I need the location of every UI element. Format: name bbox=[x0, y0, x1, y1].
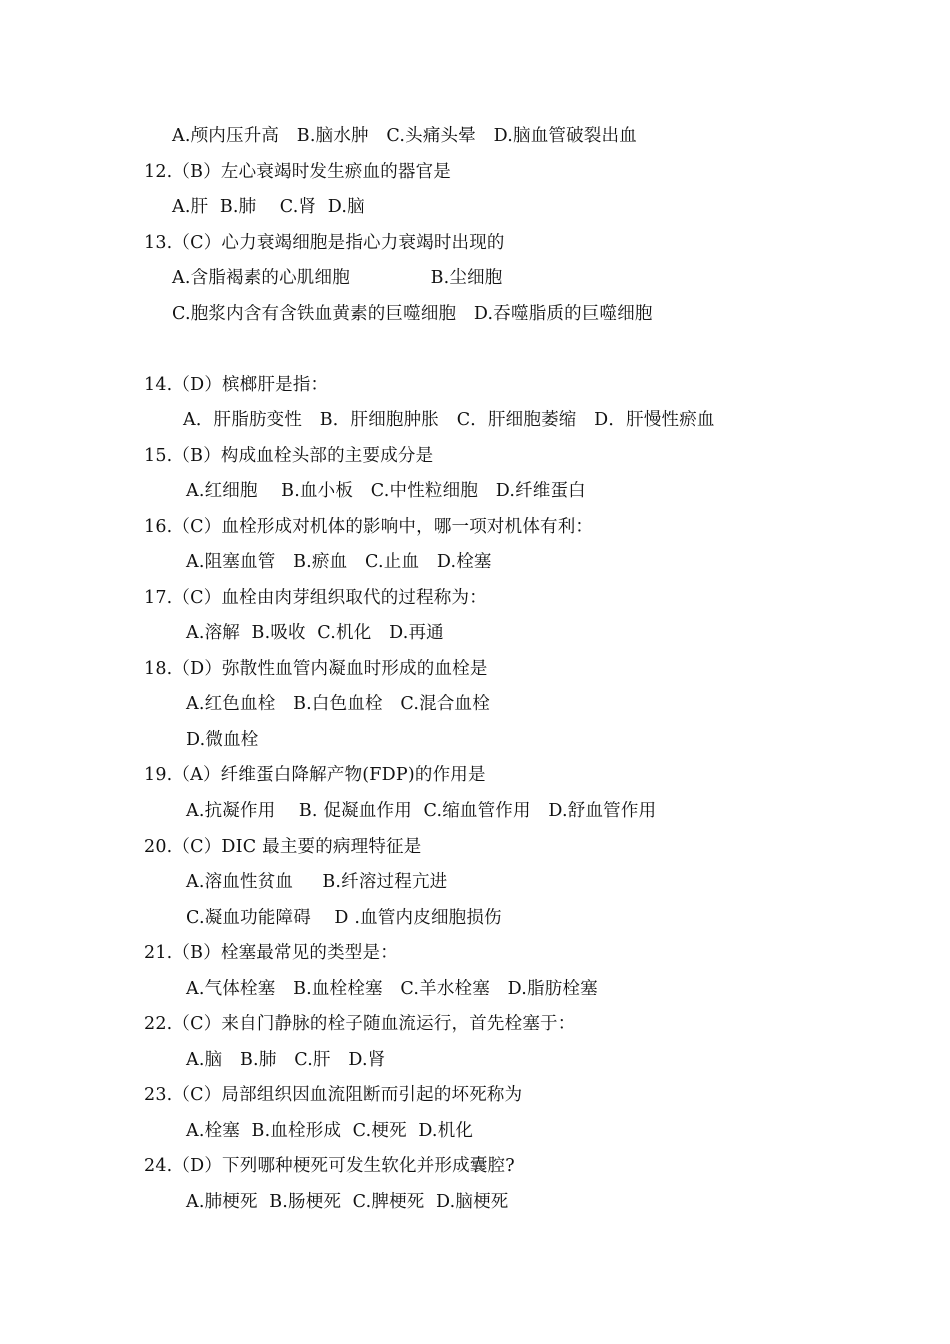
q14-options: A．肝脂肪变性 B．肝细胞肿胀 C．肝细胞萎缩 D．肝慢性瘀血 bbox=[183, 410, 715, 430]
q17-options: A.溶解 B.吸收 C.机化 D.再通 bbox=[186, 623, 444, 643]
q12-options: A.肝 B.肺 C.肾 D.脑 bbox=[172, 197, 365, 217]
q16-options: A.阻塞血管 B.瘀血 C.止血 D.栓塞 bbox=[186, 552, 492, 572]
q20-options-row1: A.溶血性贫血 B.纤溶过程亢进 bbox=[186, 872, 448, 892]
q22-question: 22.（C）来自门静脉的栓子随血流运行，首先栓塞于： bbox=[144, 1014, 576, 1034]
q13-question: 13.（C）心力衰竭细胞是指心力衰竭时出现的 bbox=[144, 233, 505, 253]
q13-options-row1: A.含脂褐素的心肌细胞 B.尘细胞 bbox=[172, 268, 503, 288]
q23-options: A.栓塞 B.血栓形成 C.梗死 D.机化 bbox=[186, 1121, 474, 1141]
q15-question: 15.（B）构成血栓头部的主要成分是 bbox=[144, 446, 434, 466]
q17-question: 17.（C）血栓由肉芽组织取代的过程称为： bbox=[144, 588, 487, 608]
q15-options: A.红细胞 B.血小板 C.中性粒细胞 D.纤维蛋白 bbox=[186, 481, 586, 501]
q19-question: 19.（A）纤维蛋白降解产物(FDP)的作用是 bbox=[144, 765, 486, 785]
q20-options-row2: C.凝血功能障碍 D .血管内皮细胞损伤 bbox=[186, 908, 502, 928]
q11-options: A.颅内压升高 B.脑水肿 C.头痛头晕 D.脑血管破裂出血 bbox=[172, 126, 637, 146]
q22-options: A.脑 B.肺 C.肝 D.肾 bbox=[186, 1050, 386, 1070]
q13-options-row2: C.胞浆内含有含铁血黄素的巨噬细胞 D.吞噬脂质的巨噬细胞 bbox=[172, 304, 653, 324]
q18-question: 18.（D）弥散性血管内凝血时形成的血栓是 bbox=[144, 659, 488, 679]
q19-options: A.抗凝作用 B. 促凝血作用 C.缩血管作用 D.舒血管作用 bbox=[186, 801, 657, 821]
q18-options-row2: D.微血栓 bbox=[186, 730, 259, 750]
q12-question: 12.（B）左心衰竭时发生瘀血的器官是 bbox=[144, 162, 451, 182]
q14-question: 14.（D）槟榔肝是指： bbox=[144, 375, 329, 395]
q24-question: 24.（D）下列哪种梗死可发生软化并形成囊腔? bbox=[144, 1156, 515, 1176]
q18-options-row1: A.红色血栓 B.白色血栓 C.混合血栓 bbox=[186, 694, 490, 714]
q21-options: A.气体栓塞 B.血栓栓塞 C.羊水栓塞 D.脂肪栓塞 bbox=[186, 979, 598, 999]
q21-question: 21.（B）栓塞最常见的类型是： bbox=[144, 943, 398, 963]
q24-options: A.肺梗死 B.肠梗死 C.脾梗死 D.脑梗死 bbox=[186, 1192, 509, 1212]
q20-question: 20.（C）DIC 最主要的病理特征是 bbox=[144, 837, 422, 857]
q16-question: 16.（C）血栓形成对机体的影响中，哪一项对机体有利： bbox=[144, 517, 594, 537]
q23-question: 23.（C）局部组织因血流阻断而引起的坏死称为 bbox=[144, 1085, 523, 1105]
